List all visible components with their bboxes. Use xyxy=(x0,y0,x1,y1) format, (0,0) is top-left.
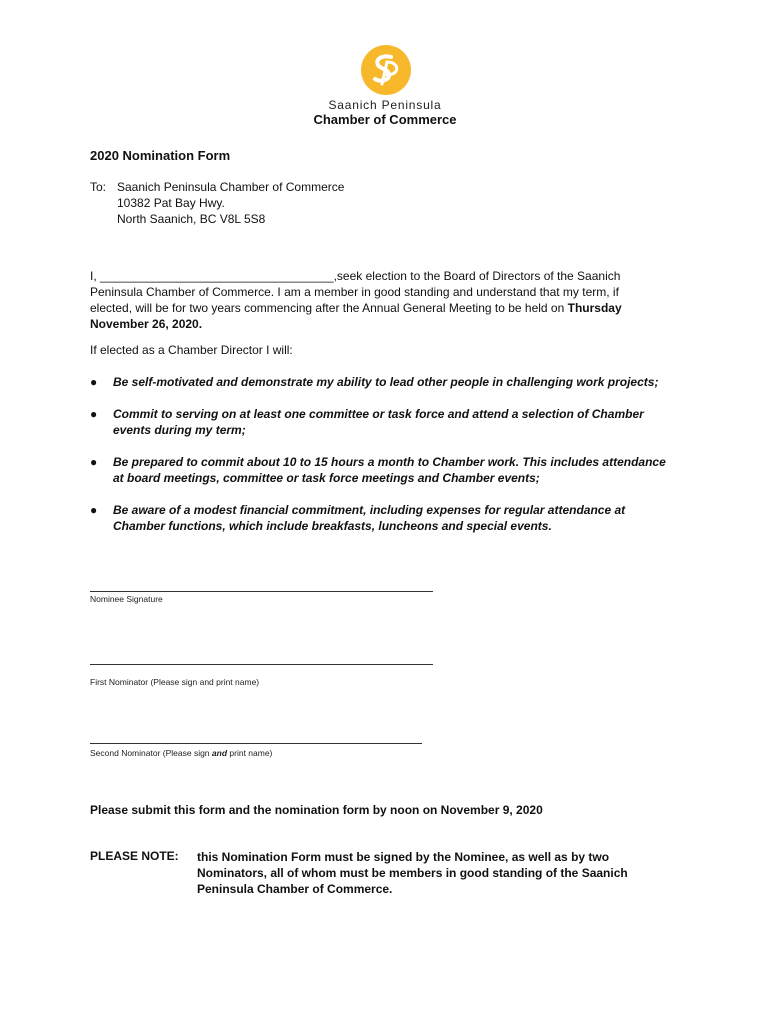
nominee-signature-label: Nominee Signature xyxy=(90,594,163,604)
agm-date: Thursday November 26, 2020. xyxy=(90,301,622,331)
declaration-paragraph xyxy=(90,268,662,332)
sp-logo-mark-icon xyxy=(360,44,412,96)
commitments-list xyxy=(90,374,670,550)
if-elected-intro: If elected as a Chamber Director I will: xyxy=(90,343,293,357)
first-nominator-label: First Nominator (Please sign and print name) xyxy=(90,677,260,687)
list-item xyxy=(90,454,670,486)
address-line-2: 10382 Pat Bay Hwy. xyxy=(117,196,225,210)
address-line-3: North Saanich, BC V8L 5S8 xyxy=(117,212,266,226)
first-nominator-signature-line[interactable] xyxy=(90,664,433,665)
nominee-signature-line[interactable] xyxy=(90,591,433,592)
second-nominator-label-suffix: print name) xyxy=(227,748,273,758)
chamber-logo xyxy=(300,44,470,128)
bullet-icon: ● xyxy=(90,455,98,469)
bullet-icon: ● xyxy=(90,503,98,517)
commitment-text: Be prepared to commit about 10 to 15 hours a month to Chamber work. This includes attendance at board meetings, committee or task force meetings and Chamber events; xyxy=(113,455,666,485)
address-line-1: Saanich Peninsula Chamber of Commerce xyxy=(117,180,345,194)
logo-text-chamber-of-commerce: Chamber of Commerce xyxy=(313,112,457,127)
declaration-text: seek election to the Board of Directors of the Saanich Peninsula Chamber of Commerce. I am a member in good standing and understand that my term, if elected, will be for two years commencing after the Annual General Meeting to be held on xyxy=(90,269,621,315)
page-title: 2020 Nomination Form xyxy=(90,148,231,163)
bullet-icon: ● xyxy=(90,407,98,421)
list-item xyxy=(90,406,670,438)
logo-text-saanich-peninsula: Saanich Peninsula xyxy=(328,98,442,112)
second-nominator-signature-line[interactable] xyxy=(90,743,422,744)
submission-deadline: Please submit this form and the nomination form by noon on November 9, 2020 xyxy=(90,803,543,817)
second-nominator-label xyxy=(90,748,272,758)
please-note-label: PLEASE NOTE: xyxy=(90,849,179,863)
recipient-address xyxy=(90,179,344,227)
nominee-name-blank[interactable]: I, ___________________________________, xyxy=(90,269,337,283)
second-nominator-label-prefix: Second Nominator (Please sign xyxy=(90,748,212,758)
list-item xyxy=(90,374,670,390)
second-nominator-label-emphasis: and xyxy=(211,748,228,758)
commitment-text: Be self-motivated and demonstrate my ability to lead other people in challenging work projects; xyxy=(113,375,659,389)
commitment-text: Be aware of a modest financial commitment, including expenses for regular attendance at Chamber functions, which include breakfasts, luncheons and special events. xyxy=(113,503,626,533)
to-label: To: xyxy=(90,180,107,194)
bullet-icon: ● xyxy=(90,375,98,389)
list-item xyxy=(90,502,670,534)
please-note-text: this Nomination Form must be signed by the Nominee, as well as by two Nominators, all of whom must be members in good standing of the Saanich Peninsula Chamber of Commerce. xyxy=(197,850,628,896)
commitment-text: Commit to serving on at least one committee or task force and attend a selection of Chamber events during my term; xyxy=(113,407,644,437)
